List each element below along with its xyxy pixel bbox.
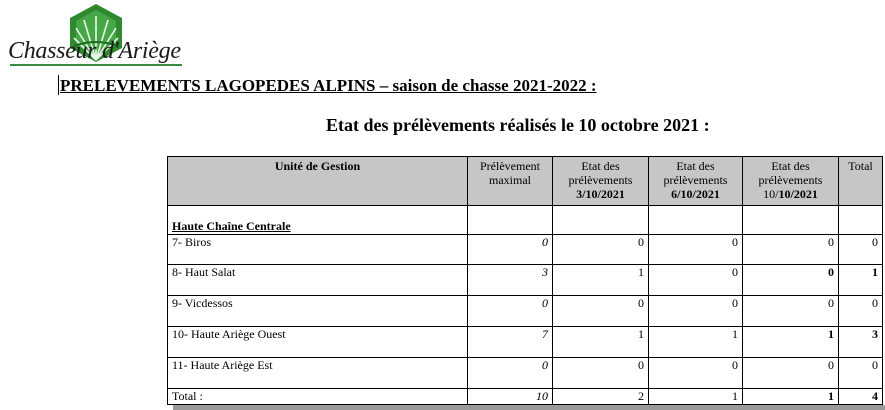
header-etat-2-label: Etat des prélèvements xyxy=(663,159,728,187)
header-date-3-bold: 10/2021 xyxy=(778,187,818,201)
row-total: 0 xyxy=(839,296,883,327)
section-empty-cell xyxy=(468,206,553,235)
row-d1: 0 xyxy=(553,235,649,265)
table-row xyxy=(168,265,883,296)
total-total: 4 xyxy=(839,389,883,405)
header-etat-2 xyxy=(649,157,743,206)
row-d2: 0 xyxy=(649,235,743,265)
section-empty-cell xyxy=(839,206,883,235)
table-header-row xyxy=(168,157,883,206)
header-total: Total xyxy=(839,157,883,206)
header-etat-1-label: Etat des prélèvements xyxy=(568,159,633,187)
row-d3: 0 xyxy=(743,265,839,296)
table-bottom-shade xyxy=(173,405,885,410)
table-row xyxy=(168,358,883,389)
row-name: 7- Biros xyxy=(168,235,468,265)
total-d3: 1 xyxy=(743,389,839,405)
section-empty-cell xyxy=(743,206,839,235)
section-empty-cell xyxy=(553,206,649,235)
row-d2: 0 xyxy=(649,296,743,327)
total-row xyxy=(168,389,883,405)
total-label: Total : xyxy=(168,389,468,405)
header-etat-3 xyxy=(743,157,839,206)
row-d2: 0 xyxy=(649,358,743,389)
document-subtitle: Etat des prélèvements réalisés le 10 octobre 2021 : xyxy=(326,115,710,135)
row-max: 3 xyxy=(468,265,553,296)
row-max: 7 xyxy=(468,327,553,358)
table-row xyxy=(168,296,883,327)
harvest-table xyxy=(167,156,883,405)
row-d1: 0 xyxy=(553,296,649,327)
row-name: 10- Haute Ariège Ouest xyxy=(168,327,468,358)
row-d3: 0 xyxy=(743,296,839,327)
total-d1: 2 xyxy=(553,389,649,405)
section-label: Haute Chaîne Centrale xyxy=(168,206,468,235)
table-row xyxy=(168,235,883,265)
document-title: PRELEVEMENTS LAGOPEDES ALPINS – saison de chasse 2021-2022 : xyxy=(60,76,597,95)
table-row xyxy=(168,327,883,358)
header-etat-1 xyxy=(553,157,649,206)
header-unit: Unité de Gestion xyxy=(168,157,468,206)
row-d1: 1 xyxy=(553,265,649,296)
header-max: Prélèvement maximal xyxy=(468,157,553,206)
row-d3: 0 xyxy=(743,235,839,265)
text-cursor xyxy=(58,75,59,95)
section-empty-cell xyxy=(649,206,743,235)
header-date-3-prefix: 10/ xyxy=(763,187,779,201)
row-total: 0 xyxy=(839,358,883,389)
header-etat-3-label: Etat des prélèvements xyxy=(758,159,823,187)
row-d3: 1 xyxy=(743,327,839,358)
row-d1: 0 xyxy=(553,358,649,389)
total-max: 10 xyxy=(468,389,553,405)
total-d2: 1 xyxy=(649,389,743,405)
row-name: 8- Haut Salat xyxy=(168,265,468,296)
header-date-2: 6/10/2021 xyxy=(671,187,720,201)
section-row xyxy=(168,206,883,235)
row-d2: 0 xyxy=(649,265,743,296)
row-d2: 1 xyxy=(649,327,743,358)
row-total: 0 xyxy=(839,235,883,265)
logo-text: Chasseur d'Ariège xyxy=(8,38,181,64)
logo xyxy=(4,2,184,68)
row-name: 9- Vicdessos xyxy=(168,296,468,327)
header-date-1: 3/10/2021 xyxy=(576,187,625,201)
row-max: 0 xyxy=(468,358,553,389)
row-d3: 0 xyxy=(743,358,839,389)
row-max: 0 xyxy=(468,296,553,327)
logo-underline xyxy=(10,64,182,66)
row-max: 0 xyxy=(468,235,553,265)
row-d1: 1 xyxy=(553,327,649,358)
row-total: 3 xyxy=(839,327,883,358)
row-name: 11- Haute Ariège Est xyxy=(168,358,468,389)
row-total: 1 xyxy=(839,265,883,296)
